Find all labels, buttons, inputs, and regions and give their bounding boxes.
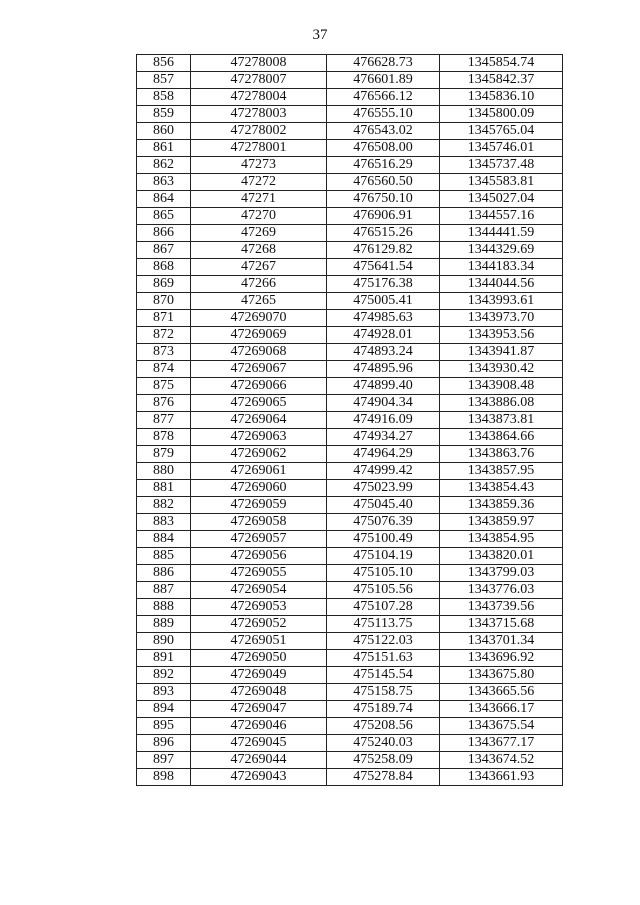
y-coordinate-cell: 1345746.01 (440, 140, 563, 157)
point-id-cell: 47278001 (191, 140, 327, 157)
y-coordinate-cell: 1343973.70 (440, 310, 563, 327)
point-id-cell: 47278002 (191, 123, 327, 140)
point-number-cell: 878 (137, 429, 191, 446)
table-row (137, 123, 563, 140)
x-coordinate-cell: 474904.34 (327, 395, 440, 412)
point-id-cell: 47269048 (191, 684, 327, 701)
point-number-cell: 879 (137, 446, 191, 463)
table-row (137, 157, 563, 174)
point-number-cell: 876 (137, 395, 191, 412)
point-number-cell: 881 (137, 480, 191, 497)
y-coordinate-cell: 1343857.95 (440, 463, 563, 480)
point-number-cell: 872 (137, 327, 191, 344)
point-number-cell: 859 (137, 106, 191, 123)
point-id-cell: 47266 (191, 276, 327, 293)
point-id-cell: 47269066 (191, 378, 327, 395)
table-row (137, 514, 563, 531)
point-id-cell: 47268 (191, 242, 327, 259)
table-row (137, 242, 563, 259)
point-number-cell: 888 (137, 599, 191, 616)
x-coordinate-cell: 475208.56 (327, 718, 440, 735)
y-coordinate-cell: 1345027.04 (440, 191, 563, 208)
table-row (137, 446, 563, 463)
point-id-cell: 47269070 (191, 310, 327, 327)
point-number-cell: 864 (137, 191, 191, 208)
x-coordinate-cell: 476906.91 (327, 208, 440, 225)
point-number-cell: 860 (137, 123, 191, 140)
table-row (137, 276, 563, 293)
point-number-cell: 893 (137, 684, 191, 701)
table-row (137, 89, 563, 106)
point-number-cell: 895 (137, 718, 191, 735)
x-coordinate-cell: 475122.03 (327, 633, 440, 650)
x-coordinate-cell: 474895.96 (327, 361, 440, 378)
y-coordinate-cell: 1343854.95 (440, 531, 563, 548)
point-number-cell: 898 (137, 769, 191, 786)
x-coordinate-cell: 476555.10 (327, 106, 440, 123)
x-coordinate-cell: 475107.28 (327, 599, 440, 616)
point-id-cell: 47269057 (191, 531, 327, 548)
point-number-cell: 884 (137, 531, 191, 548)
x-coordinate-cell: 474899.40 (327, 378, 440, 395)
point-number-cell: 892 (137, 667, 191, 684)
y-coordinate-cell: 1343941.87 (440, 344, 563, 361)
y-coordinate-cell: 1345765.04 (440, 123, 563, 140)
x-coordinate-cell: 476129.82 (327, 242, 440, 259)
y-coordinate-cell: 1343908.48 (440, 378, 563, 395)
point-id-cell: 47269059 (191, 497, 327, 514)
point-id-cell: 47269053 (191, 599, 327, 616)
y-coordinate-cell: 1343953.56 (440, 327, 563, 344)
table-row (137, 429, 563, 446)
x-coordinate-cell: 475113.75 (327, 616, 440, 633)
x-coordinate-cell: 475045.40 (327, 497, 440, 514)
point-id-cell: 47269068 (191, 344, 327, 361)
table-row (137, 565, 563, 582)
point-id-cell: 47269 (191, 225, 327, 242)
y-coordinate-cell: 1345583.81 (440, 174, 563, 191)
point-number-cell: 875 (137, 378, 191, 395)
table-row (137, 174, 563, 191)
y-coordinate-cell: 1345854.74 (440, 55, 563, 72)
x-coordinate-cell: 474916.09 (327, 412, 440, 429)
y-coordinate-cell: 1345737.48 (440, 157, 563, 174)
table-row (137, 55, 563, 72)
y-coordinate-cell: 1343674.52 (440, 752, 563, 769)
x-coordinate-cell: 476750.10 (327, 191, 440, 208)
x-coordinate-cell: 474893.24 (327, 344, 440, 361)
point-number-cell: 857 (137, 72, 191, 89)
y-coordinate-cell: 1343665.56 (440, 684, 563, 701)
point-number-cell: 873 (137, 344, 191, 361)
point-id-cell: 47267 (191, 259, 327, 276)
point-id-cell: 47269054 (191, 582, 327, 599)
y-coordinate-cell: 1345842.37 (440, 72, 563, 89)
point-id-cell: 47278003 (191, 106, 327, 123)
point-id-cell: 47269045 (191, 735, 327, 752)
point-id-cell: 47269052 (191, 616, 327, 633)
point-number-cell: 890 (137, 633, 191, 650)
table-row (137, 208, 563, 225)
point-number-cell: 885 (137, 548, 191, 565)
point-number-cell: 883 (137, 514, 191, 531)
table-row (137, 310, 563, 327)
y-coordinate-cell: 1343863.76 (440, 446, 563, 463)
y-coordinate-cell: 1343701.34 (440, 633, 563, 650)
point-number-cell: 861 (137, 140, 191, 157)
table-row (137, 548, 563, 565)
x-coordinate-cell: 475105.56 (327, 582, 440, 599)
table-row (137, 667, 563, 684)
point-id-cell: 47269060 (191, 480, 327, 497)
point-id-cell: 47269065 (191, 395, 327, 412)
x-coordinate-cell: 475189.74 (327, 701, 440, 718)
x-coordinate-cell: 476508.00 (327, 140, 440, 157)
table-row (137, 259, 563, 276)
table-row (137, 344, 563, 361)
x-coordinate-cell: 474999.42 (327, 463, 440, 480)
x-coordinate-cell: 476628.73 (327, 55, 440, 72)
y-coordinate-cell: 1343799.03 (440, 565, 563, 582)
point-id-cell: 47269069 (191, 327, 327, 344)
y-coordinate-cell: 1343820.01 (440, 548, 563, 565)
x-coordinate-cell: 474928.01 (327, 327, 440, 344)
table-row (137, 769, 563, 786)
point-id-cell: 47269046 (191, 718, 327, 735)
point-id-cell: 47269063 (191, 429, 327, 446)
x-coordinate-cell: 476560.50 (327, 174, 440, 191)
point-number-cell: 868 (137, 259, 191, 276)
x-coordinate-cell: 474934.27 (327, 429, 440, 446)
y-coordinate-cell: 1344441.59 (440, 225, 563, 242)
point-number-cell: 865 (137, 208, 191, 225)
x-coordinate-cell: 475100.49 (327, 531, 440, 548)
x-coordinate-cell: 475258.09 (327, 752, 440, 769)
point-number-cell: 870 (137, 293, 191, 310)
y-coordinate-cell: 1343739.56 (440, 599, 563, 616)
x-coordinate-cell: 474964.29 (327, 446, 440, 463)
point-number-cell: 896 (137, 735, 191, 752)
x-coordinate-cell: 476601.89 (327, 72, 440, 89)
table-row (137, 72, 563, 89)
point-id-cell: 47269056 (191, 548, 327, 565)
y-coordinate-cell: 1343675.54 (440, 718, 563, 735)
point-id-cell: 47269067 (191, 361, 327, 378)
point-id-cell: 47269049 (191, 667, 327, 684)
x-coordinate-cell: 474985.63 (327, 310, 440, 327)
coordinates-table (136, 54, 563, 786)
point-id-cell: 47269061 (191, 463, 327, 480)
point-number-cell: 874 (137, 361, 191, 378)
table-row (137, 633, 563, 650)
page-number: 37 (312, 27, 328, 43)
y-coordinate-cell: 1343675.80 (440, 667, 563, 684)
table-row (137, 616, 563, 633)
table-row (137, 412, 563, 429)
table-row (137, 718, 563, 735)
point-number-cell: 871 (137, 310, 191, 327)
table-row (137, 378, 563, 395)
point-number-cell: 867 (137, 242, 191, 259)
x-coordinate-cell: 475105.10 (327, 565, 440, 582)
point-number-cell: 886 (137, 565, 191, 582)
table-row (137, 752, 563, 769)
point-id-cell: 47271 (191, 191, 327, 208)
point-number-cell: 894 (137, 701, 191, 718)
x-coordinate-cell: 475176.38 (327, 276, 440, 293)
point-id-cell: 47269062 (191, 446, 327, 463)
point-number-cell: 877 (137, 412, 191, 429)
x-coordinate-cell: 476543.02 (327, 123, 440, 140)
point-number-cell: 858 (137, 89, 191, 106)
y-coordinate-cell: 1343873.81 (440, 412, 563, 429)
table-row (137, 701, 563, 718)
point-id-cell: 47269058 (191, 514, 327, 531)
coordinates-table-body (137, 55, 563, 786)
y-coordinate-cell: 1345836.10 (440, 89, 563, 106)
x-coordinate-cell: 475151.63 (327, 650, 440, 667)
table-row (137, 480, 563, 497)
point-number-cell: 880 (137, 463, 191, 480)
x-coordinate-cell: 476516.29 (327, 157, 440, 174)
point-id-cell: 47273 (191, 157, 327, 174)
point-id-cell: 47269064 (191, 412, 327, 429)
point-number-cell: 856 (137, 55, 191, 72)
point-number-cell: 887 (137, 582, 191, 599)
table-row (137, 650, 563, 667)
x-coordinate-cell: 475240.03 (327, 735, 440, 752)
y-coordinate-cell: 1343677.17 (440, 735, 563, 752)
table-row (137, 327, 563, 344)
table-row (137, 395, 563, 412)
point-number-cell: 863 (137, 174, 191, 191)
x-coordinate-cell: 475278.84 (327, 769, 440, 786)
table-row (137, 106, 563, 123)
y-coordinate-cell: 1343854.43 (440, 480, 563, 497)
table-row (137, 361, 563, 378)
x-coordinate-cell: 475158.75 (327, 684, 440, 701)
table-row (137, 191, 563, 208)
table-row (137, 225, 563, 242)
point-number-cell: 891 (137, 650, 191, 667)
y-coordinate-cell: 1343864.66 (440, 429, 563, 446)
point-number-cell: 869 (137, 276, 191, 293)
y-coordinate-cell: 1344329.69 (440, 242, 563, 259)
point-number-cell: 889 (137, 616, 191, 633)
table-row (137, 582, 563, 599)
y-coordinate-cell: 1343993.61 (440, 293, 563, 310)
point-id-cell: 47269043 (191, 769, 327, 786)
x-coordinate-cell: 475641.54 (327, 259, 440, 276)
table-row (137, 497, 563, 514)
x-coordinate-cell: 476566.12 (327, 89, 440, 106)
x-coordinate-cell: 475145.54 (327, 667, 440, 684)
y-coordinate-cell: 1345800.09 (440, 106, 563, 123)
table-row (137, 599, 563, 616)
point-id-cell: 47278004 (191, 89, 327, 106)
table-row (137, 140, 563, 157)
x-coordinate-cell: 476515.26 (327, 225, 440, 242)
table-row (137, 293, 563, 310)
point-id-cell: 47278007 (191, 72, 327, 89)
y-coordinate-cell: 1343696.92 (440, 650, 563, 667)
point-number-cell: 897 (137, 752, 191, 769)
y-coordinate-cell: 1343715.68 (440, 616, 563, 633)
y-coordinate-cell: 1343886.08 (440, 395, 563, 412)
y-coordinate-cell: 1344183.34 (440, 259, 563, 276)
table-row (137, 463, 563, 480)
point-id-cell: 47270 (191, 208, 327, 225)
y-coordinate-cell: 1343666.17 (440, 701, 563, 718)
x-coordinate-cell: 475076.39 (327, 514, 440, 531)
point-id-cell: 47269055 (191, 565, 327, 582)
y-coordinate-cell: 1343776.03 (440, 582, 563, 599)
table-row (137, 735, 563, 752)
x-coordinate-cell: 475023.99 (327, 480, 440, 497)
point-id-cell: 47269051 (191, 633, 327, 650)
y-coordinate-cell: 1343661.93 (440, 769, 563, 786)
y-coordinate-cell: 1344044.56 (440, 276, 563, 293)
y-coordinate-cell: 1343930.42 (440, 361, 563, 378)
point-number-cell: 862 (137, 157, 191, 174)
point-id-cell: 47269044 (191, 752, 327, 769)
table-row (137, 531, 563, 548)
x-coordinate-cell: 475005.41 (327, 293, 440, 310)
y-coordinate-cell: 1343859.97 (440, 514, 563, 531)
x-coordinate-cell: 475104.19 (327, 548, 440, 565)
point-id-cell: 47265 (191, 293, 327, 310)
point-number-cell: 866 (137, 225, 191, 242)
y-coordinate-cell: 1344557.16 (440, 208, 563, 225)
point-id-cell: 47278008 (191, 55, 327, 72)
point-number-cell: 882 (137, 497, 191, 514)
point-id-cell: 47269050 (191, 650, 327, 667)
table-row (137, 684, 563, 701)
point-id-cell: 47269047 (191, 701, 327, 718)
point-id-cell: 47272 (191, 174, 327, 191)
y-coordinate-cell: 1343859.36 (440, 497, 563, 514)
